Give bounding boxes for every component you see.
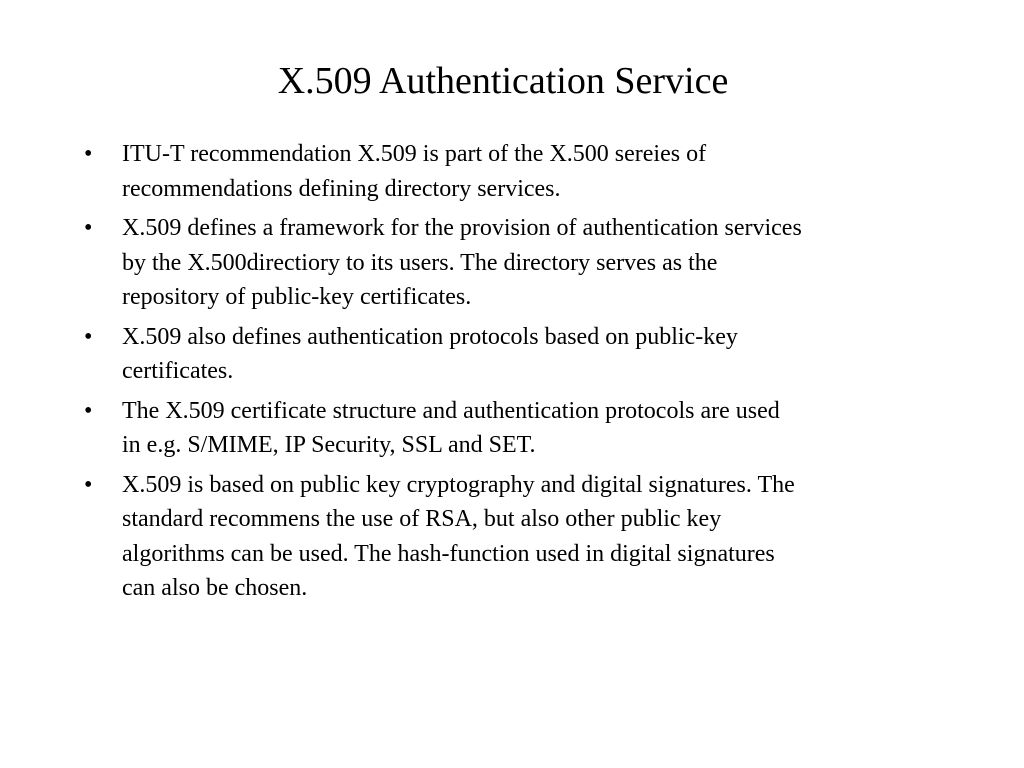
bullet-line: in e.g. S/MIME, IP Security, SSL and SET.: [122, 432, 536, 458]
bullet-line: certificates.: [122, 358, 234, 384]
bullet-line: X.509 is based on public key cryptography and digital signatures. The: [122, 471, 795, 498]
bullet-line: repository of public-key certificates.: [122, 284, 472, 310]
bullet-text: [122, 137, 942, 206]
bullet-line: can also be chosen.: [122, 575, 308, 601]
bullet-line: recommendations defining directory services.: [122, 175, 561, 202]
bullet-line: X.509 defines a framework for the provision of authentication services: [122, 215, 802, 241]
bullet-icon: •: [84, 397, 93, 424]
bullet-item: [0, 320, 1024, 389]
bullet-text: [122, 394, 942, 463]
bullet-text: [122, 211, 942, 315]
bullet-icon: •: [84, 471, 93, 498]
bullet-item: [0, 468, 1024, 606]
bullet-icon: •: [84, 323, 93, 350]
bullet-icon: •: [84, 141, 93, 167]
bullet-icon: •: [84, 215, 93, 241]
bullet-item: [0, 211, 1024, 315]
bullet-item: [0, 137, 1024, 206]
bullet-text: [122, 468, 942, 606]
bullet-line: standard recommens the use of RSA, but also other public key: [122, 506, 722, 532]
bullet-line: The X.509 certificate structure and authentication protocols are used: [122, 397, 780, 424]
bullet-text: [122, 320, 942, 389]
bullet-line: X.509 also defines authentication protocols based on public-key: [122, 323, 738, 350]
bullet-item: [0, 394, 1024, 463]
bullet-list: [0, 137, 1024, 611]
slide-title: X.509 Authentication Service: [277, 60, 729, 102]
bullet-line: algorithms can be used. The hash-function used in digital signatures: [122, 540, 775, 567]
bullet-line: ITU-T recommendation X.509 is part of the X.500 sereies of: [122, 141, 707, 167]
bullet-line: by the X.500directiory to its users. The directory serves as the: [122, 249, 718, 276]
